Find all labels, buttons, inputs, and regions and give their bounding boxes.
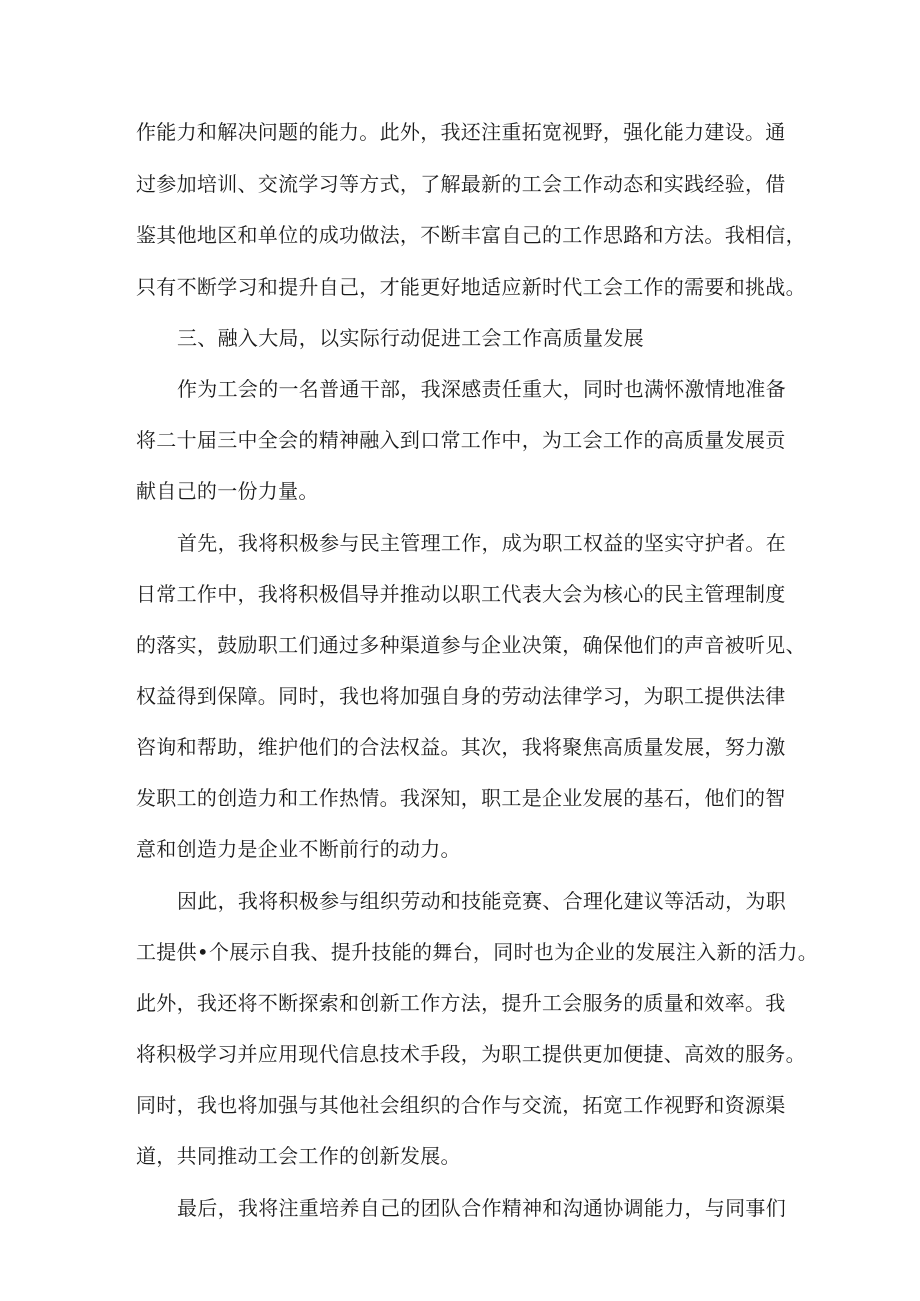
text-line: 意和创造力是企业不断前行的动力。 [136, 837, 461, 861]
text-line: 日常工作中，我将积极倡导并推动以职工代表大会为核心的民主管理制度 [136, 582, 786, 606]
text-line: 将二十届三中全会的精神融入到口常工作中，为工会工作的高质量发展贡 [136, 428, 786, 452]
text-line: 过参加培训、交流学习等方式，了解最新的工会工作动态和实践经验，借 [136, 172, 786, 196]
text-line: 只有不断学习和提升自己，才能更好地适应新时代工会工作的需要和挑战。 [136, 275, 806, 299]
text-line: 工提供•个展示自我、提升技能的舞台，同时也为企业的发展注入新的活力。 [136, 940, 818, 964]
text-line: 献自己的一份力量。 [136, 479, 319, 503]
section-heading: 三、融入大局，以实际行动促进工会工作高质量发展 [177, 326, 644, 350]
text-line: 因此，我将积极参与组织劳动和技能竞赛、合理化建议等活动，为职 [177, 889, 786, 913]
text-line: 作为工会的一名普通干部，我深感责任重大，同时也满怀激情地准备 [177, 377, 786, 401]
text-line: 权益得到保障。同时，我也将加强自身的劳动法律学习，为职工提供法律 [136, 684, 786, 708]
text-line: 同时，我也将加强与其他社会组织的合作与交流，拓宽工作视野和资源渠 [136, 1093, 786, 1117]
text-line: 的落实，鼓励职工们通过多种渠道参与企业决策，确保他们的声音被听见、 [136, 633, 806, 657]
text-line: 最后，我将注重培养自己的团队合作精神和沟通协调能力，与同事们 [177, 1196, 786, 1220]
text-line: 发职工的创造力和工作热情。我深知，职工是企业发展的基石，他们的智 [136, 786, 786, 810]
text-line: 鉴其他地区和单位的成功做法，不断丰富自己的工作思路和方法。我相信， [136, 223, 806, 247]
text-line: 此外，我还将不断探索和创新工作方法，提升工会服务的质量和效率。我 [136, 991, 786, 1015]
text-line: 作能力和解决问题的能力。此外，我还注重拓宽视野，强化能力建设。通 [136, 120, 786, 144]
text-line: 道，共同推动工会工作的创新发展。 [136, 1144, 461, 1168]
text-line: 将积极学习并应用现代信息技术手段，为职工提供更加便捷、高效的服务。 [136, 1042, 806, 1066]
text-line: 咨询和帮助，维护他们的合法权益。其次，我将聚焦高质量发展，努力激 [136, 735, 786, 759]
text-line: 首先，我将积极参与民主管理工作，成为职工权益的坚实守护者。在 [177, 531, 786, 555]
